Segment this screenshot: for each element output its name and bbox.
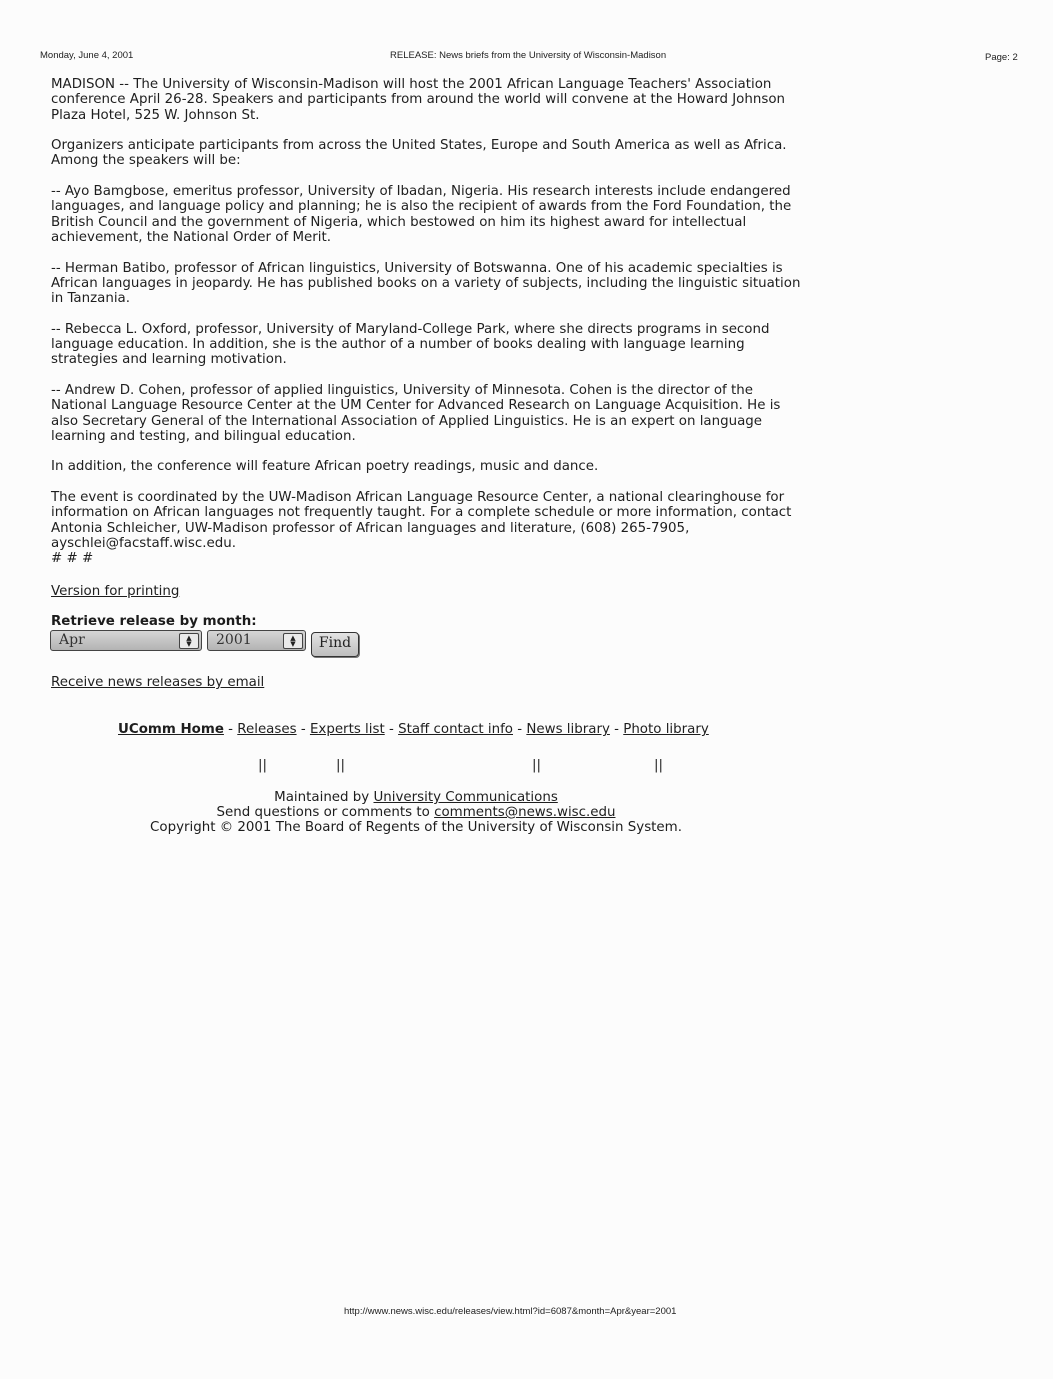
comments-email-link[interactable]: comments@news.wisc.edu [434,805,616,820]
article-paragraph: The event is coordinated by the UW-Madison African Language Resource Center, a national clearinghouse for information on African languages not frequently taught. For a complete schedule or more information, contact Antonia Schleicher, UW-Madison professor of African languages and literature, (608) 265-7905, ayschlei@facstaff.wisc.edu. [51,490,792,551]
article-paragraph: MADISON -- The University of Wisconsin-Madison will host the 2001 African Language Teachers' Association conference April 26-28. Speakers and participants from around the world will convene at the Howard Johnson Plaza Hotel, 525 W. Johnson St. [51,77,785,123]
speaker-paragraph: -- Andrew D. Cohen, professor of applied linguistics, University of Minnesota. Cohen is the director of the National Language Resource Center at the UM Center for Advanced Research on Language Acquisition. He is also Secretary General of the International Association of Applied Linguistics. He is an expert on language learning and testing, and bilingual education. [51,382,781,444]
experts-list-link[interactable]: Experts list [309,722,385,737]
speaker-paragraph: -- Rebecca L. Oxford, professor, University of Maryland-College Park, where she directs programs in second language education. In addition, she is the author of a number of books dealing with language learning strategies and learning motivation. [51,321,770,368]
staff-contact-link[interactable]: Staff contact info [398,722,513,737]
divider-bars: || [258,758,268,773]
releases-link[interactable]: Releases [237,722,297,737]
retrieve-label: Retrieve release by month: [51,614,257,629]
maintained-prefix: Maintained by [274,790,374,805]
divider-bars: || [654,758,664,773]
month-select[interactable] [50,630,202,651]
news-library-link[interactable]: News library [526,722,610,737]
divider-bars: || [336,758,346,773]
nav-separator: - [609,722,624,737]
nav-separator: - [513,722,527,737]
nav-separator: - [296,722,310,737]
article-paragraph: In addition, the conference will feature African poetry readings, music and dance. [51,459,599,475]
end-mark: # # # [51,551,94,567]
article-paragraph: Organizers anticipate participants from across the United States, Europe and South America as well as Africa. Among the speakers will be: [51,138,787,169]
send-prefix: Send questions or comments to [216,805,435,820]
footer-nav [118,722,709,737]
nav-separator: - [384,722,399,737]
select-arrows-icon: ▲ ▼ [179,633,199,649]
nav-separator: - [223,722,238,737]
select-arrows-icon: ▲ ▼ [283,633,303,649]
print-date: Monday, June 4, 2001 [40,50,134,61]
ucomm-home-link[interactable]: UComm Home [118,722,224,737]
find-button[interactable]: Find [311,632,359,657]
photo-library-link[interactable]: Photo library [623,722,709,737]
print-version-link[interactable]: Version for printing [51,584,180,599]
copyright: Copyright © 2001 The Board of Regents of the University of Wisconsin System. [150,820,682,835]
email-releases-link[interactable]: Receive news releases by email [51,675,265,690]
page-url: http://www.news.wisc.edu/releases/view.html?id=6087&month=Apr&year=2001 [344,1306,677,1317]
contact-line [0,805,832,821]
maintained-line [0,790,832,806]
year-select-value: 2001 [216,632,252,648]
month-select-value: Apr [59,632,85,648]
print-page-title: RELEASE: News briefs from the University of Wisconsin-Madison [390,50,667,61]
year-select[interactable] [207,630,306,651]
divider-bars: || [532,758,542,773]
university-communications-link[interactable]: University Communications [373,790,558,805]
speaker-paragraph: -- Ayo Bamgbose, emeritus professor, University of Ibadan, Nigeria. His research interests include endangered languages, and language policy and planning; he is also the recipient of awards from the Ford Foundation, the British Council and the government of Nigeria, which bestowed on him its highest award for intellectual achievement, the National Order of Merit. [51,184,792,245]
page-number: Page: 2 [985,52,1018,63]
speaker-paragraph: -- Herman Batibo, professor of African linguistics, University of Botswanna. One of his academic specialties is African languages in jeopardy. He has published books on a variety of subjects, including the linguistic situation in Tanzania. [51,260,801,307]
article-body [51,77,811,567]
